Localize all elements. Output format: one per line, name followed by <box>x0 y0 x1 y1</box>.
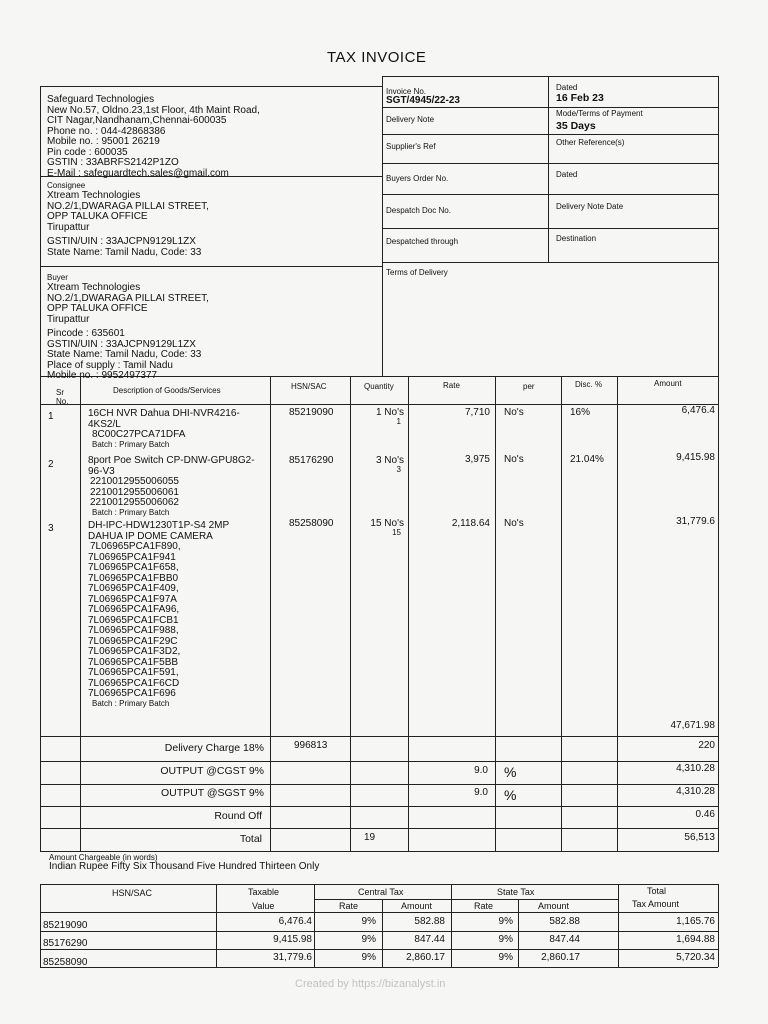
tax-row-s-amt: 847.44 <box>549 934 580 945</box>
buyers-order-label: Buyers Order No. <box>386 174 449 183</box>
tax-row-hsn: 85258090 <box>43 957 88 968</box>
invoice-no: SGT/4945/22-23 <box>386 95 460 106</box>
item-hsn: 85176290 <box>289 455 334 466</box>
consignee-state: State Name: Tamil Nadu, Code: 33 <box>47 246 202 258</box>
tax-central-rate-header: Rate <box>339 901 359 911</box>
item-hsn: 85258090 <box>289 518 334 529</box>
subtotal-amount: 47,671.98 <box>670 720 715 731</box>
invoice-title: TAX INVOICE <box>327 49 427 66</box>
item-description <box>88 521 229 708</box>
seller-line: Phone no. : 044-42868386 <box>47 125 166 137</box>
tax-row-taxable: 31,779.6 <box>273 952 312 963</box>
item-serial: 7L06965PCA1F658, <box>88 562 179 573</box>
item-serial: 7L06965PCA1F591, <box>88 667 179 678</box>
item-serial: 7L06965PCA1F409, <box>88 583 179 594</box>
tax-taxable-header: Taxable <box>248 887 280 897</box>
consignee-line: Tirupattur <box>47 221 90 233</box>
buyer-detail: State Name: Tamil Nadu, Code: 33 <box>47 349 202 360</box>
item-description <box>88 409 240 449</box>
col-rate: Rate <box>443 381 460 390</box>
charge-label: Delivery Charge 18% <box>164 742 264 754</box>
seller-line: GSTIN : 33ABRFS2142P1ZO <box>47 157 179 168</box>
tax-row-hsn: 85219090 <box>43 920 88 931</box>
other-ref-label: Other Reference(s) <box>556 138 625 147</box>
charge-label: OUTPUT @CGST 9% <box>160 765 264 777</box>
dated2-label: Dated <box>556 170 578 179</box>
charge-rate: 9.0 <box>474 765 488 776</box>
item-serial: 2210012955006061 <box>90 486 179 498</box>
item-hsn: 85219090 <box>289 407 334 418</box>
col-hsn: HSN/SAC <box>291 382 327 391</box>
seller-line: Pin code : 600035 <box>47 146 128 158</box>
seller-line: CIT Nagar,Nandhanam,Chennai-600035 <box>47 115 227 126</box>
col-sr-label: Sr No. <box>56 388 69 406</box>
consignee-line: Xtream Technologies <box>47 190 141 201</box>
charge-per: % <box>504 764 517 780</box>
consignee-gst-block <box>47 237 201 258</box>
item-desc-line: 8port Poe Switch CP-DNW-GPU8G2- <box>88 455 255 466</box>
buyer-line: Xtream Technologies <box>47 282 141 293</box>
col-per: per <box>523 382 535 391</box>
item-batch: Batch : Primary Batch <box>92 507 170 517</box>
tax-row-total: 1,694.88 <box>676 934 715 945</box>
item-qty-sub: 15 <box>392 528 401 537</box>
item-sr: 1 <box>48 411 54 422</box>
tax-row-s-rate: 9% <box>498 916 513 927</box>
tax-state-rate-header: Rate <box>474 901 494 911</box>
item-serial: 7L06965PCA1F988, <box>88 625 179 636</box>
delivery-note-date-label: Delivery Note Date <box>556 202 624 211</box>
terms-label: Mode/Terms of Payment <box>556 109 643 118</box>
tax-row-c-amt: 2,860.17 <box>406 952 445 963</box>
item-desc-line: 4KS2/L <box>88 418 121 430</box>
consignee-gstin: GSTIN/UIN : 33AJCPN9129L1ZX <box>47 236 196 247</box>
item-serial: 7L06965PCA1FCB1 <box>88 614 179 626</box>
tax-row-c-amt: 847.44 <box>414 934 445 945</box>
buyer-line: NO.2/1,DWARAGA PILLAI STREET, <box>47 292 209 304</box>
item-per: No's <box>504 454 524 465</box>
item-serial: 7L06965PCA1F5BB <box>88 656 179 668</box>
dated-value: 16 Feb 23 <box>556 92 604 104</box>
delivery-note-label: Delivery Note <box>386 115 435 124</box>
terms-delivery-label: Terms of Delivery <box>386 268 448 277</box>
tax-total-header: Total <box>647 886 667 896</box>
col-sr <box>56 388 76 406</box>
tax-row-c-rate: 9% <box>361 952 376 963</box>
buyer-line: Tirupattur <box>47 313 90 325</box>
buyer-detail: Pincode : 635601 <box>47 328 125 339</box>
tax-row-s-rate: 9% <box>498 952 513 963</box>
buyer-line: OPP TALUKA OFFICE <box>47 303 148 314</box>
item-rate: 7,710 <box>464 407 490 418</box>
item-serial: 2210012955006062 <box>90 497 179 508</box>
tax-central-amount-header: Amount <box>401 901 433 911</box>
item-serial: 7L06965PCA1F696 <box>88 688 176 699</box>
item-description <box>88 456 255 517</box>
item-disc: 21.04% <box>570 454 604 465</box>
tax-taxable-header-2: Value <box>252 901 275 911</box>
item-desc-line: 96-V3 <box>88 465 115 477</box>
item-desc-line: 16CH NVR Dahua DHI-NVR4216- <box>88 408 240 419</box>
item-qty: 15 No's <box>370 518 404 529</box>
item-qty: 1 No's <box>375 407 404 418</box>
consignee-label: Consignee <box>47 181 86 190</box>
despatched-through-label: Despatched through <box>386 237 459 246</box>
item-per: No's <box>504 518 524 529</box>
item-rate: 2,118.64 <box>451 518 490 529</box>
tax-row-c-amt: 582.88 <box>414 916 445 927</box>
item-amount: 31,779.6 <box>676 516 715 527</box>
tax-row-s-amt: 582.88 <box>549 916 580 927</box>
seller-line: E-Mail : safeguardtech.sales@gmail.com <box>47 167 229 179</box>
item-qty-sub: 1 <box>396 417 401 426</box>
item-serial: 7L06965PCA1F890, <box>90 541 181 552</box>
buyer-detail: Mobile no. : 9952497377 <box>47 370 158 381</box>
consignee-line: OPP TALUKA OFFICE <box>47 211 148 222</box>
tax-row-total: 5,720.34 <box>676 952 715 963</box>
tax-state-amount-header: Amount <box>538 901 570 911</box>
item-serial: 7L06965PCA1F3D2, <box>88 646 181 657</box>
total-qty: 19 <box>364 832 376 843</box>
amount-words: Indian Rupee Fifty Six Thousand Five Hundred Thirteen Only <box>49 861 320 872</box>
charge-amount: 0.46 <box>695 809 715 820</box>
charge-amount: 220 <box>698 740 715 751</box>
seller-line: Mobile no. : 95001 26219 <box>47 136 160 147</box>
charge-hsn: 996813 <box>294 740 328 751</box>
item-serial: 7L06965PCA1F29C <box>88 635 178 647</box>
item-amount: 6,476.4 <box>681 405 715 416</box>
seller-block <box>47 95 260 179</box>
item-serial: 7L06965PCA1FA96, <box>88 604 180 615</box>
destination-label: Destination <box>556 234 597 243</box>
seller-line: Safeguard Technologies <box>47 94 155 105</box>
tax-row-hsn: 85176290 <box>43 938 88 949</box>
charge-label: OUTPUT @SGST 9% <box>160 787 264 799</box>
buyer-detail: Place of supply : Tamil Nadu <box>47 359 173 371</box>
item-serial: 7L06965PCA1FBB0 <box>88 572 179 584</box>
col-quantity: Quantity <box>364 382 394 391</box>
item-batch: Batch : Primary Batch <box>92 698 170 708</box>
total-amount: 56,513 <box>684 832 715 843</box>
consignee-line: NO.2/1,DWARAGA PILLAI STREET, <box>47 200 209 212</box>
item-serial: 7L06965PCA1F6CD <box>88 677 180 689</box>
item-serial: 8C00C27PCA71DFA <box>92 429 186 440</box>
buyer-detail: GSTIN/UIN : 33AJCPN9129L1ZX <box>47 338 196 350</box>
item-batch: Batch : Primary Batch <box>92 439 170 449</box>
charge-rate: 9.0 <box>474 787 488 798</box>
item-amount: 9,415.98 <box>676 452 715 463</box>
tax-row-s-amt: 2,860.17 <box>541 952 580 963</box>
item-per: No's <box>504 407 524 418</box>
item-sr: 3 <box>48 523 54 534</box>
supplier-ref-label: Supplier's Ref <box>386 142 436 151</box>
item-sr: 2 <box>48 459 54 470</box>
col-amount: Amount <box>654 379 682 388</box>
item-desc-line: DAHUA IP DOME CAMERA <box>88 530 213 542</box>
item-serial: 7L06965PCA1F941 <box>88 551 176 563</box>
charge-per: % <box>504 787 517 803</box>
tax-central-header: Central Tax <box>358 887 404 897</box>
buyer-label: Buyer <box>47 273 68 282</box>
tax-row-c-rate: 9% <box>361 916 376 927</box>
charge-amount: 4,310.28 <box>676 763 715 774</box>
invoice-no-label: Invoice No. <box>386 87 427 96</box>
item-disc: 16% <box>570 407 591 418</box>
col-disc: Disc. % <box>575 380 603 389</box>
buyer-detail-block <box>47 329 201 382</box>
amount-words-label: Amount Chargeable (in words) <box>49 853 158 862</box>
tax-row-total: 1,165.76 <box>676 916 715 927</box>
consignee-block <box>47 191 209 233</box>
item-serial: 2210012955006055 <box>90 476 179 487</box>
tax-hsn-header: HSN/SAC <box>112 888 153 898</box>
seller-line: New No.57, Oldno.23,1st Floor, 4th Maint Road, <box>47 104 260 116</box>
buyer-block <box>47 283 209 325</box>
footer-watermark: Created by https://bizanalyst.in <box>295 978 446 990</box>
item-qty: 3 No's <box>375 455 404 466</box>
tax-row-taxable: 6,476.4 <box>278 916 312 927</box>
terms-value: 35 Days <box>556 120 596 132</box>
col-description: Description of Goods/Services <box>113 386 221 395</box>
charge-amount: 4,310.28 <box>676 786 715 797</box>
tax-total-header-2: Tax Amount <box>632 899 680 909</box>
tax-row-taxable: 9,415.98 <box>273 934 312 945</box>
dated-label: Dated <box>556 83 578 92</box>
despatch-doc-label: Despatch Doc No. <box>386 206 451 215</box>
tax-state-header: State Tax <box>497 887 535 897</box>
tax-row-c-rate: 9% <box>361 934 376 945</box>
total-label: Total <box>239 833 262 845</box>
item-desc-line: DH-IPC-HDW1230T1P-S4 2MP <box>88 520 230 531</box>
charge-label: Round Off <box>214 810 262 822</box>
tax-row-s-rate: 9% <box>498 934 513 945</box>
item-qty-sub: 3 <box>396 465 401 474</box>
item-rate: 3,975 <box>464 454 490 465</box>
item-serial: 7L06965PCA1F97A <box>88 593 177 605</box>
